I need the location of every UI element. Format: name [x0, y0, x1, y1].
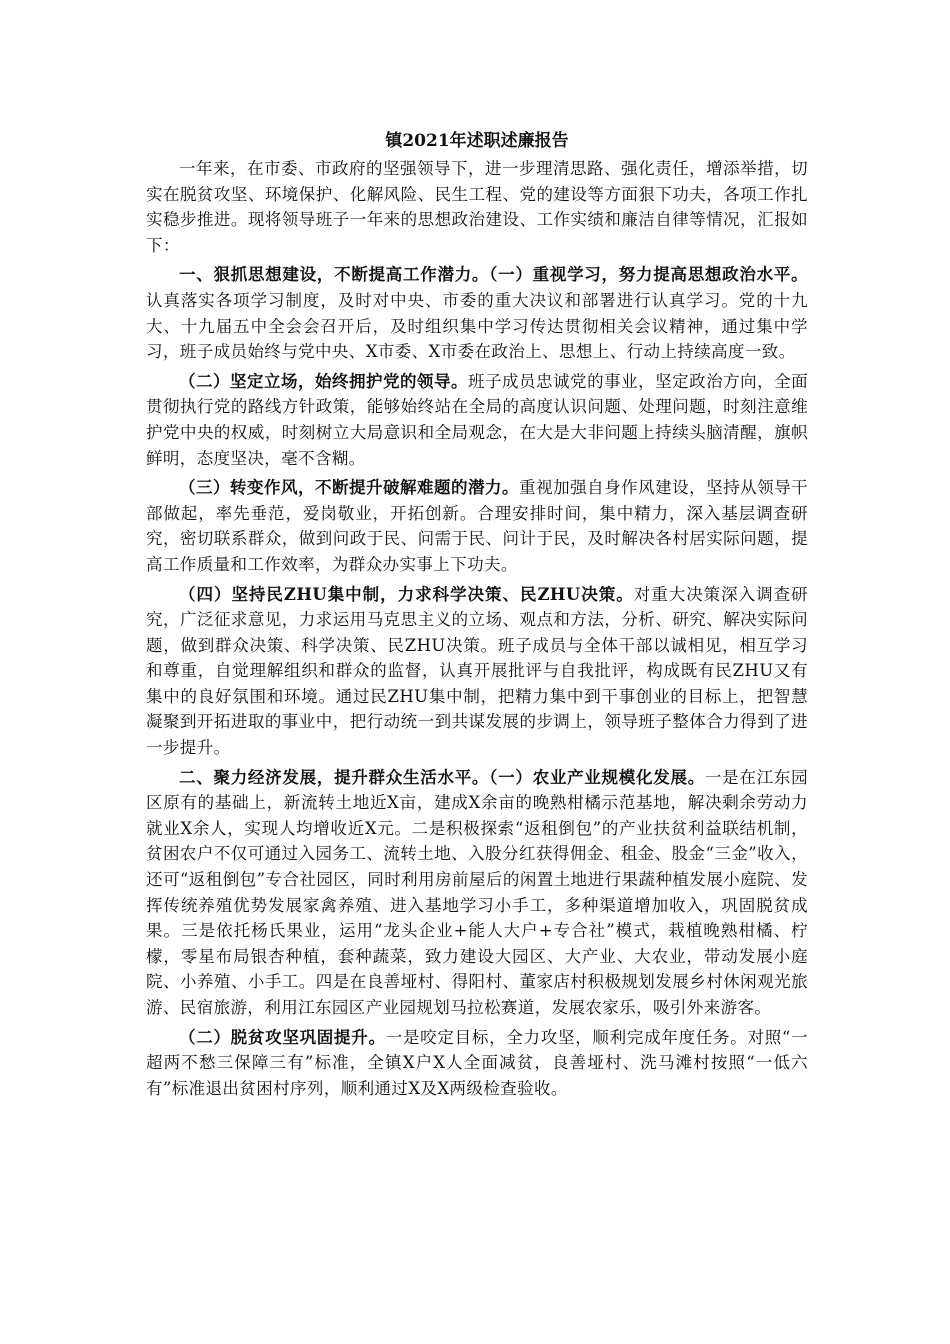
section-4-heading: （四）坚持民ZHU集中制，力求科学决策、民ZHU决策。 [179, 584, 634, 604]
section-6-body: 一是咬定目标，全力攻坚，顺利完成年度任务。对照“一超两不愁三保障三有”标准，全镇X户X人全面减贫，良善垭村、洗马滩村按照“一低六有”标准退出贫困村序列，顺利通过X及X两级检查验收。 [146, 1027, 808, 1098]
section-5-paragraph [146, 765, 808, 1021]
section-1-heading: 一、狠抓思想建设，不断提高工作潜力。（一）重视学习，努力提高思想政治水平。 [179, 265, 808, 285]
section-2-heading: （二）坚定立场，始终拥护党的领导。 [179, 371, 469, 391]
section-5-heading: 二、聚力经济发展，提升群众生活水平。（一）农业产业规模化发展。 [179, 767, 705, 787]
section-3-body: 重视加强自身作风建设，坚持从领导干部做起，率先垂范，爱岗敬业，开拓创新。合理安排时间，集中精力，深入基层调查研究，密切联系群众，做到问政于民、问需于民、问计于民，及时解决各村居实际问题，提高工作质量和工作效率，为群众办实事上下功夫。 [146, 478, 809, 574]
document-title: 镇2021年述职述廉报告 [385, 131, 569, 151]
section-6-paragraph [146, 1025, 808, 1102]
section-5-body: 一是在江东园区原有的基础上，新流转土地近X亩，建成X余亩的晚熟柑橘示范基地，解决剩余劳动力就业X余人，实现人均增收近X元。二是积极探索“返租倒包”的产业扶贫利益联结机制，贫困农户不仅可通过入园务工、流转土地、入股分红获得佣金、租金、股金“三金”收入，还可“返租倒包”专合社园区，同时利用房前屋后的闲置土地进行果蔬种植发展小庭院、发挥传统养殖优势发展家禽养殖、进入基地学习小手工，多种渠道增加收入，巩固脱贫成果。三是依托杨氏果业，运用“龙头企业+能人大户+专合社”模式，栽植晚熟柑橘、柠檬，零星布局银杏种植，套种蔬菜，致力建设大园区、大产业、大农业，带动发展小庭院、小养殖、小手工。四是在良善垭村、得阳村、董家店村积极规划发展乡村休闲观光旅游、民宿旅游，利用江东园区产业园规划马拉松赛道，发展农家乐，吸引外来游客。 [146, 767, 808, 1017]
section-3-paragraph [146, 475, 808, 577]
section-2-body: 班子成员忠诚党的事业，坚定政治方向，全面贯彻执行党的路线方针政策，能够始终站在全局的高度认识问题、处理问题，时刻注意维护党中央的权威，时刻树立大局意识和全局观念，在大是大非问题上持续头脑清醒，旗帜鲜明，态度坚决，毫不含糊。 [146, 371, 808, 468]
section-2-paragraph [146, 369, 808, 471]
intro-paragraph: 一年来，在市委、市政府的坚强领导下，进一步理清思路、强化责任，增添举措，切实在脱贫攻坚、环境保护、化解风险、民生工程、党的建设等方面狠下功夫，各项工作扎实稳步推进。现将领导班子一年来的思想政治建设、工作实绩和廉洁自律等情况，汇报如下： [146, 159, 808, 255]
section-4-body: 对重大决策深入调查研究，广泛征求意见，力求运用马克思主义的立场、观点和方法，分析、研究、解决实际问题，做到群众决策、科学决策、民ZHU决策。班子成员与全体干部以诚相见，相互学习和尊重，自觉理解组织和群众的监督，认真开展批评与自我批评，构成既有民ZHU又有集中的良好氛围和环境。通过民ZHU集中制，把精力集中到干事创业的目标上，把智慧凝聚到开拓进取的事业中，把行动统一到共谋发展的步调上，领导班子整体合力得到了进一步提升。 [146, 584, 808, 758]
section-6-heading: （二）脱贫攻坚巩固提升。 [179, 1027, 386, 1047]
document-page [146, 128, 808, 1101]
section-4-paragraph [146, 582, 808, 761]
section-1-paragraph [146, 262, 808, 364]
section-1-body: 认真落实各项学习制度，及时对中央、市委的重大决议和部署进行认真学习。党的十九大、十九届五中全会会召开后，及时组织集中学习传达贯彻相关会议精神，通过集中学习，班子成员始终与党中央、X市委、X市委在政治上、思想上、行动上持续高度一致。 [146, 290, 808, 362]
section-3-heading: （三）转变作风，不断提升破解难题的潜力。 [179, 478, 520, 498]
